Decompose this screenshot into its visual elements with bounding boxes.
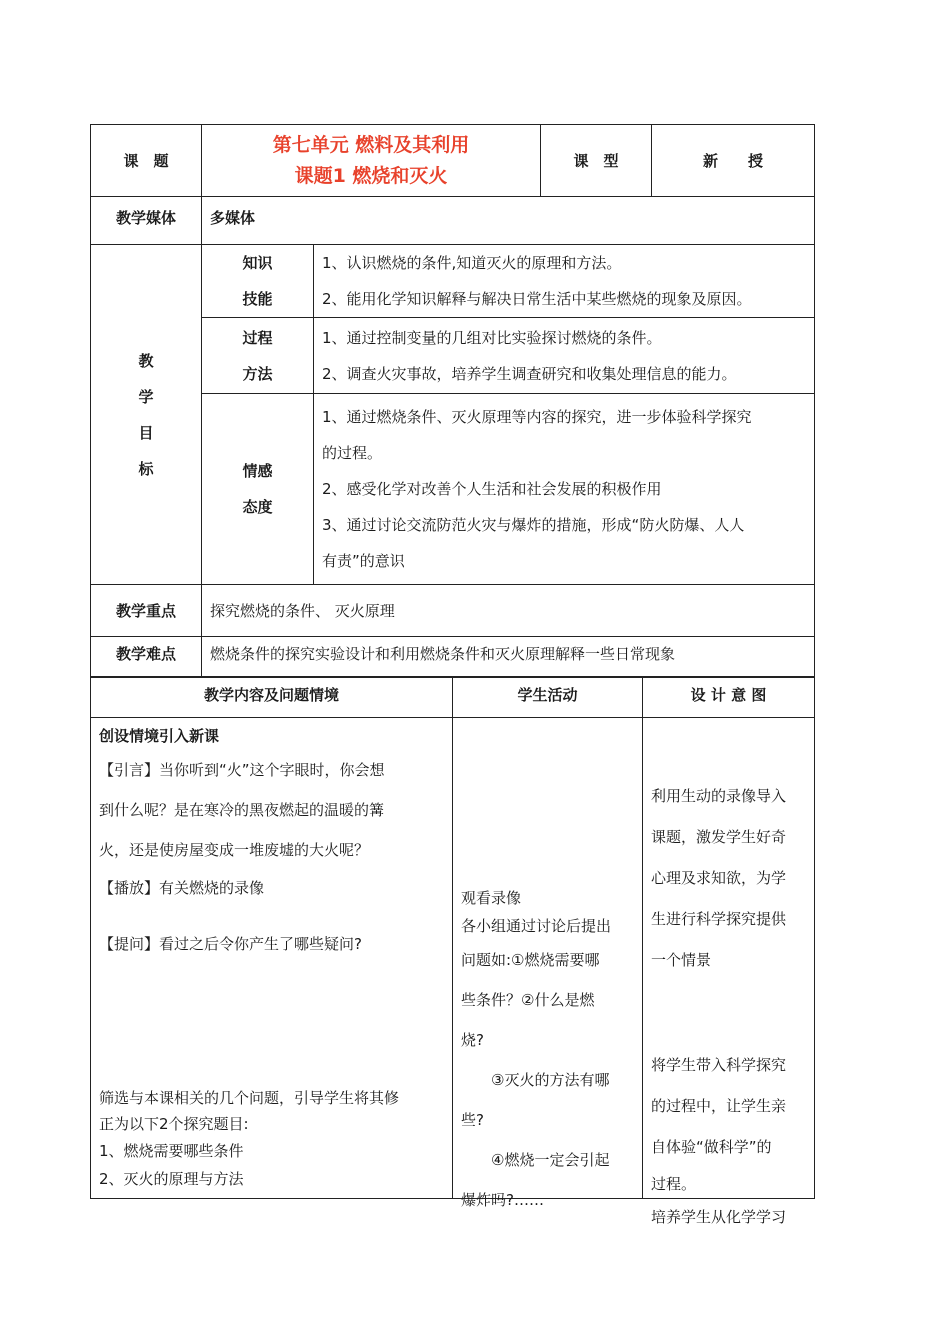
intent-cell [643, 718, 815, 1226]
activity-line: 烧? [461, 1031, 484, 1049]
key-point-label: 教学重点 [91, 585, 202, 637]
teaching-process-table [90, 677, 815, 1226]
filter-line: 正为以下2个探究题目: [99, 1115, 249, 1133]
emotion-label-line: 情感 [242, 462, 273, 480]
media-label: 教学媒体 [91, 197, 202, 245]
emotion-items [314, 394, 815, 585]
play-line: 【播放】有关燃烧的录像 [99, 879, 265, 897]
objectives-label-char: 标 [138, 459, 154, 478]
activity-block [461, 884, 611, 1220]
intent-line: 心理及求知欲，为学 [651, 869, 787, 887]
intro-line: 到什么呢？是在寒冷的黑夜燃起的温暖的篝 [99, 801, 385, 819]
activity-line: 些? [461, 1111, 484, 1129]
emotion-item: 1、通过燃烧条件、灭火原理等内容的探究，进一步体验科学探究 [322, 408, 752, 426]
topic-label: 课 题 [91, 125, 202, 197]
intent-line: 一个情景 [651, 951, 712, 969]
knowledge-items [314, 245, 815, 318]
topic-item: 1、燃烧需要哪些条件 [99, 1142, 244, 1160]
emotion-label-line: 态度 [242, 498, 273, 516]
process-item: 2、调查火灾事故，培养学生调查研究和收集处理信息的能力。 [322, 364, 737, 383]
type-value: 新 授 [652, 125, 815, 197]
emotion-item: 3、通过讨论交流防范火灾与爆炸的措施，形成“防火防爆、人人 [322, 516, 745, 534]
objectives-label-char: 教 [138, 351, 154, 370]
activity-line: 些条件？②什么是燃 [461, 991, 595, 1009]
activity-column-header: 学生活动 [453, 678, 643, 718]
filter-block [99, 1085, 399, 1193]
intent-line: 将学生带入科学探究 [651, 1056, 787, 1074]
difficulty-value: 燃烧条件的探究实验设计和利用燃烧条件和灭火原理解释一些日常现象 [202, 637, 815, 677]
title-line-2: 课题1 燃烧和灭火 [294, 164, 448, 187]
objectives-label-char: 学 [138, 387, 154, 406]
process-items [314, 318, 815, 394]
knowledge-label [202, 245, 314, 318]
type-label: 课 型 [541, 125, 652, 197]
objectives-label-char: 目 [138, 423, 154, 442]
title-line-1: 第七单元 燃料及其利用 [272, 133, 470, 156]
objectives-label [91, 245, 202, 585]
intent-block-2 [651, 1045, 786, 1234]
emotion-item: 的过程。 [322, 444, 383, 462]
difficulty-label: 教学难点 [91, 637, 202, 677]
lesson-header-table [90, 124, 815, 677]
activity-line: 各小组通过讨论后提出 [461, 917, 612, 935]
media-value: 多媒体 [202, 197, 815, 245]
content-heading: 创设情境引入新课 [99, 727, 220, 745]
intent-line: 课题，激发学生好奇 [651, 828, 787, 846]
intent-line: 过程。 [651, 1175, 697, 1193]
lesson-title [202, 125, 541, 197]
activity-line: ④燃烧一定会引起 [461, 1151, 610, 1169]
emotion-item: 2、感受化学对改善个人生活和社会发展的积极作用 [322, 480, 662, 498]
knowledge-item: 2、能用化学知识解释与解决日常生活中某些燃烧的现象及原因。 [322, 290, 752, 308]
intent-column-header: 设 计 意 图 [643, 678, 815, 718]
content-column-header: 教学内容及问题情境 [91, 678, 453, 718]
activity-line: 问题如:①燃烧需要哪 [461, 951, 600, 969]
filter-line: 筛选与本课相关的几个问题，引导学生将其修 [99, 1089, 400, 1107]
topic-item: 2、灭火的原理与方法 [99, 1170, 244, 1188]
process-label-line: 方法 [242, 364, 273, 383]
emotion-item: 有责”的意识 [322, 552, 405, 570]
emotion-label [202, 394, 314, 585]
activity-line: 爆炸吗?…… [461, 1191, 544, 1209]
activity-line: 观看录像 [461, 889, 522, 907]
question-line: 【提问】看过之后令你产生了哪些疑问? [99, 935, 362, 953]
process-label-line: 过程 [242, 328, 273, 347]
activity-line: ③灭火的方法有哪 [461, 1071, 610, 1089]
intent-line: 培养学生从化学学习 [651, 1208, 787, 1226]
intent-line: 自体验“做科学”的 [651, 1138, 772, 1156]
knowledge-label-line: 技能 [242, 290, 273, 308]
process-item: 1、通过控制变量的几组对比实验探讨燃烧的条件。 [322, 328, 662, 347]
intent-line: 利用生动的录像导入 [651, 787, 787, 805]
knowledge-label-line: 知识 [242, 254, 273, 272]
intent-line: 的过程中，让学生亲 [651, 1097, 787, 1115]
activity-cell [453, 718, 643, 1209]
intent-line: 生进行科学探究提供 [651, 910, 787, 928]
intent-block-1 [651, 776, 786, 981]
process-label [202, 318, 314, 394]
intro-line: 【引言】当你听到“火”这个字眼时，你会想 [99, 761, 385, 779]
knowledge-item: 1、认识燃烧的条件,知道灭火的原理和方法。 [322, 254, 622, 272]
key-point-value: 探究燃烧的条件、 灭火原理 [202, 585, 815, 637]
content-cell [91, 718, 453, 1199]
intro-line: 火，还是使房屋变成一堆废墟的大火呢？ [99, 841, 370, 859]
